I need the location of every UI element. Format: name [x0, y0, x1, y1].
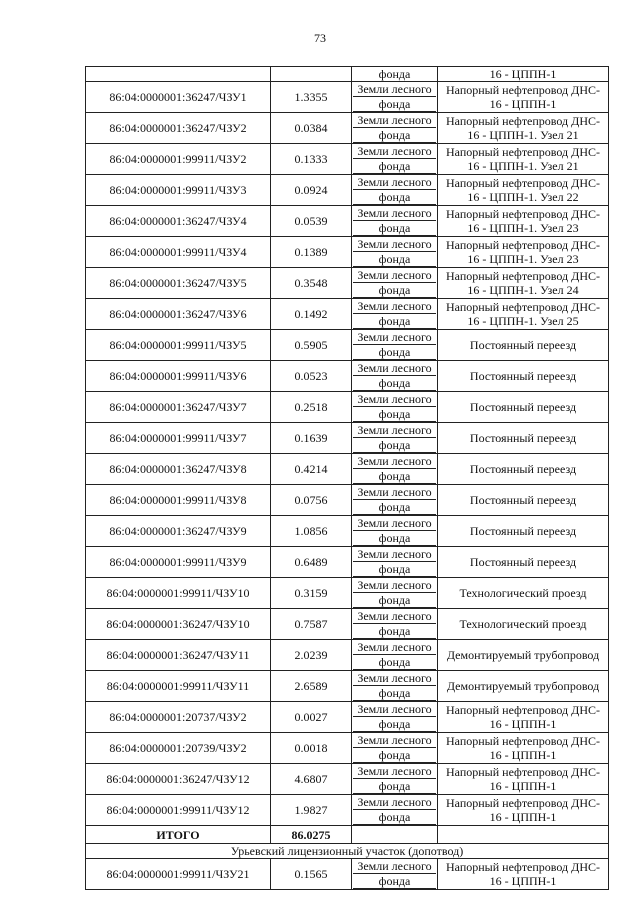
area-cell: 0.6489: [271, 547, 352, 578]
cadastral-cell: 86:04:0000001:99911/ЧЗУ6: [86, 361, 271, 392]
category-line: фонда: [353, 407, 436, 422]
cadastral-cell: 86:04:0000001:99911/ЧЗУ10: [86, 578, 271, 609]
category-cell: [352, 454, 438, 485]
purpose-line: Постоянный переезд: [469, 400, 577, 414]
table-row: [86, 454, 609, 485]
purpose-line: Постоянный переезд: [469, 524, 577, 538]
category-line: Земли лесного: [353, 516, 436, 531]
category-line: Земли лесного: [353, 113, 436, 128]
area-cell: 2.6589: [271, 671, 352, 702]
purpose-line: 16 - ЦППН-1: [489, 810, 557, 824]
purpose-cell: 16 - ЦППН-1: [438, 67, 609, 82]
category-line: Земли лесного: [353, 671, 436, 686]
section-title-row: [86, 844, 609, 859]
purpose-line: Напорный нефтепровод ДНС-: [445, 765, 601, 779]
category-cell: [352, 423, 438, 454]
purpose-line: Напорный нефтепровод ДНС-: [445, 238, 601, 252]
category-cell: [352, 392, 438, 423]
purpose-cell: [438, 206, 609, 237]
category-line: Земли лесного: [353, 330, 436, 345]
category-line: Земли лесного: [353, 175, 436, 190]
purpose-cell: [438, 237, 609, 268]
table-row: [86, 299, 609, 330]
cadastral-cell: 86:04:0000001:99911/ЧЗУ8: [86, 485, 271, 516]
table-row: [86, 795, 609, 826]
area-cell: 0.0539: [271, 206, 352, 237]
purpose-cell: [438, 175, 609, 206]
cadastral-cell: 86:04:0000001:36247/ЧЗУ6: [86, 299, 271, 330]
purpose-cell: [438, 82, 609, 113]
category-cell: [352, 764, 438, 795]
purpose-line: 16 - ЦППН-1. Узел 21: [467, 128, 579, 142]
purpose-line: Постоянный переезд: [469, 431, 577, 445]
table-body: [86, 67, 609, 890]
table-row: [86, 82, 609, 113]
cadastral-cell: 86:04:0000001:99911/ЧЗУ21: [86, 859, 271, 890]
category-line: фонда: [353, 531, 436, 546]
page-number: 73: [314, 31, 326, 45]
cadastral-cell: 86:04:0000001:20737/ЧЗУ2: [86, 702, 271, 733]
category-line: фонда: [353, 655, 436, 670]
category-line: фонда: [353, 283, 436, 298]
purpose-line: 16 - ЦППН-1: [489, 748, 557, 762]
area-cell: 0.3548: [271, 268, 352, 299]
category-line: Земли лесного: [353, 144, 436, 159]
table-row: [86, 144, 609, 175]
purpose-line: Напорный нефтепровод ДНС-: [445, 734, 601, 748]
area-cell: 0.3159: [271, 578, 352, 609]
purpose-cell: [438, 640, 609, 671]
cadastral-cell: 86:04:0000001:99911/ЧЗУ12: [86, 795, 271, 826]
area-cell: 0.7587: [271, 609, 352, 640]
purpose-cell: [438, 423, 609, 454]
purpose-line: Напорный нефтепровод ДНС-: [445, 207, 601, 221]
table-row: [86, 361, 609, 392]
area-cell: [271, 67, 352, 82]
land-plots-table: [85, 66, 609, 890]
table-row: [86, 859, 609, 890]
cadastral-cell: 86:04:0000001:99911/ЧЗУ2: [86, 144, 271, 175]
cadastral-cell: 86:04:0000001:36247/ЧЗУ5: [86, 268, 271, 299]
category-line: фонда: [353, 779, 436, 794]
purpose-line: 16 - ЦППН-1: [489, 97, 557, 111]
purpose-line: Напорный нефтепровод ДНС-: [445, 796, 601, 810]
category-line: Земли лесного: [353, 299, 436, 314]
category-line: фонда: [353, 874, 436, 889]
category-line: фонда: [353, 686, 436, 701]
category-cell: [352, 859, 438, 890]
category-line: фонда: [353, 128, 436, 143]
category-line: Земли лесного: [353, 702, 436, 717]
purpose-cell: [438, 859, 609, 890]
purpose-cell: [438, 609, 609, 640]
purpose-line: 16 - ЦППН-1. Узел 23: [467, 221, 579, 235]
table-row: [86, 237, 609, 268]
purpose-line: Демонтируемый трубопровод: [446, 648, 600, 662]
category-cell: [352, 268, 438, 299]
cadastral-cell: [86, 67, 271, 82]
purpose-cell: [438, 268, 609, 299]
area-cell: 0.1639: [271, 423, 352, 454]
category-line: Земли лесного: [353, 609, 436, 624]
category-line: Земли лесного: [353, 206, 436, 221]
total-empty-cell: [352, 826, 438, 844]
table-row: [86, 640, 609, 671]
category-line: фонда: [353, 314, 436, 329]
category-line: фонда: [353, 345, 436, 360]
table-row: [86, 206, 609, 237]
purpose-line: Постоянный переезд: [469, 493, 577, 507]
cadastral-cell: 86:04:0000001:99911/ЧЗУ5: [86, 330, 271, 361]
area-cell: 0.1333: [271, 144, 352, 175]
purpose-cell: [438, 733, 609, 764]
category-line: фонда: [353, 97, 436, 112]
category-line: Земли лесного: [353, 795, 436, 810]
category-cell: [352, 702, 438, 733]
cadastral-cell: 86:04:0000001:99911/ЧЗУ9: [86, 547, 271, 578]
purpose-cell: [438, 547, 609, 578]
purpose-cell: [438, 299, 609, 330]
area-cell: 0.0027: [271, 702, 352, 733]
category-line: Земли лесного: [353, 82, 436, 97]
category-cell: [352, 547, 438, 578]
cadastral-cell: 86:04:0000001:36247/ЧЗУ1: [86, 82, 271, 113]
table-row: [86, 733, 609, 764]
cadastral-cell: 86:04:0000001:36247/ЧЗУ10: [86, 609, 271, 640]
purpose-line: Напорный нефтепровод ДНС-: [445, 114, 601, 128]
table-row: [86, 485, 609, 516]
cadastral-cell: 86:04:0000001:36247/ЧЗУ11: [86, 640, 271, 671]
total-label: ИТОГО: [86, 826, 271, 844]
category-line: фонда: [353, 376, 436, 391]
category-line: фонда: [353, 500, 436, 515]
purpose-line: 16 - ЦППН-1: [489, 874, 557, 888]
category-line: Земли лесного: [353, 392, 436, 407]
table-row: [86, 671, 609, 702]
category-line: фонда: [353, 562, 436, 577]
purpose-line: 16 - ЦППН-1. Узел 22: [467, 190, 579, 204]
table-row: [86, 547, 609, 578]
category-cell: [352, 299, 438, 330]
cadastral-cell: 86:04:0000001:36247/ЧЗУ8: [86, 454, 271, 485]
table-row: [86, 516, 609, 547]
table-row: [86, 175, 609, 206]
total-empty-cell: [438, 826, 609, 844]
purpose-line: Напорный нефтепровод ДНС-: [445, 269, 601, 283]
category-cell: [352, 640, 438, 671]
category-line: Земли лесного: [353, 237, 436, 252]
purpose-line: Напорный нефтепровод ДНС-: [445, 860, 601, 874]
category-cell: [352, 82, 438, 113]
category-line: Земли лесного: [353, 640, 436, 655]
category-cell: [352, 609, 438, 640]
area-cell: 0.0018: [271, 733, 352, 764]
category-cell: [352, 578, 438, 609]
area-cell: 0.4214: [271, 454, 352, 485]
area-cell: 2.0239: [271, 640, 352, 671]
table-row: [86, 113, 609, 144]
purpose-cell: [438, 702, 609, 733]
area-cell: 0.2518: [271, 392, 352, 423]
category-line: фонда: [353, 221, 436, 236]
category-line: Земли лесного: [353, 423, 436, 438]
area-cell: 0.0523: [271, 361, 352, 392]
purpose-line: Напорный нефтепровод ДНС-: [445, 176, 601, 190]
purpose-line: Напорный нефтепровод ДНС-: [445, 83, 601, 97]
area-cell: 1.0856: [271, 516, 352, 547]
table-row: [86, 392, 609, 423]
category-line: Земли лесного: [353, 268, 436, 283]
area-cell: 1.9827: [271, 795, 352, 826]
cadastral-cell: 86:04:0000001:36247/ЧЗУ4: [86, 206, 271, 237]
purpose-cell: [438, 454, 609, 485]
area-cell: 0.1565: [271, 859, 352, 890]
table-row: [86, 764, 609, 795]
cadastral-cell: 86:04:0000001:36247/ЧЗУ2: [86, 113, 271, 144]
purpose-line: Напорный нефтепровод ДНС-: [445, 703, 601, 717]
purpose-line: Напорный нефтепровод ДНС-: [445, 145, 601, 159]
category-line: фонда: [353, 190, 436, 205]
table-row: [86, 609, 609, 640]
purpose-cell: [438, 144, 609, 175]
table-row: [86, 702, 609, 733]
purpose-line: 16 - ЦППН-1: [489, 717, 557, 731]
purpose-cell: [438, 392, 609, 423]
category-cell: фонда: [352, 67, 438, 82]
category-line: фонда: [353, 624, 436, 639]
purpose-line: 16 - ЦППН-1. Узел 24: [467, 283, 579, 297]
category-line: Земли лесного: [353, 733, 436, 748]
category-cell: [352, 361, 438, 392]
cadastral-cell: 86:04:0000001:36247/ЧЗУ7: [86, 392, 271, 423]
purpose-line: Технологический проезд: [459, 586, 587, 600]
category-line: фонда: [353, 810, 436, 825]
purpose-line: Постоянный переезд: [469, 555, 577, 569]
category-line: Земли лесного: [353, 859, 436, 874]
purpose-line: Постоянный переезд: [469, 369, 577, 383]
section-title: Урьевский лицензионный участок (допотвод): [86, 844, 609, 859]
area-cell: 1.3355: [271, 82, 352, 113]
category-cell: [352, 144, 438, 175]
table-row: [86, 330, 609, 361]
category-cell: [352, 516, 438, 547]
purpose-line: 16 - ЦППН-1. Узел 25: [467, 314, 579, 328]
category-line: Земли лесного: [353, 547, 436, 562]
purpose-cell: [438, 578, 609, 609]
purpose-line: Постоянный переезд: [469, 462, 577, 476]
purpose-line: 16 - ЦППН-1. Узел 23: [467, 252, 579, 266]
category-line: фонда: [353, 748, 436, 763]
purpose-cell: [438, 671, 609, 702]
continued-row: [86, 67, 609, 82]
area-cell: 0.0384: [271, 113, 352, 144]
cadastral-cell: 86:04:0000001:20739/ЧЗУ2: [86, 733, 271, 764]
total-value: 86.0275: [271, 826, 352, 844]
table-row: [86, 423, 609, 454]
purpose-line: Технологический проезд: [459, 617, 587, 631]
area-cell: 0.1492: [271, 299, 352, 330]
table-row: [86, 578, 609, 609]
cadastral-cell: 86:04:0000001:99911/ЧЗУ3: [86, 175, 271, 206]
category-line: фонда: [353, 159, 436, 174]
category-cell: [352, 330, 438, 361]
cadastral-cell: 86:04:0000001:36247/ЧЗУ12: [86, 764, 271, 795]
category-cell: [352, 795, 438, 826]
cadastral-cell: 86:04:0000001:36247/ЧЗУ9: [86, 516, 271, 547]
category-cell: [352, 485, 438, 516]
purpose-line: Демонтируемый трубопровод: [446, 679, 600, 693]
area-cell: 0.1389: [271, 237, 352, 268]
category-line: фонда: [353, 469, 436, 484]
category-line: фонда: [353, 717, 436, 732]
category-line: Земли лесного: [353, 578, 436, 593]
purpose-cell: [438, 361, 609, 392]
category-line: фонда: [353, 593, 436, 608]
category-cell: [352, 175, 438, 206]
category-cell: [352, 237, 438, 268]
category-cell: [352, 671, 438, 702]
purpose-line: 16 - ЦППН-1. Узел 21: [467, 159, 579, 173]
category-line: Земли лесного: [353, 485, 436, 500]
area-cell: 0.0924: [271, 175, 352, 206]
category-cell: [352, 113, 438, 144]
purpose-cell: [438, 113, 609, 144]
category-line: Земли лесного: [353, 764, 436, 779]
purpose-cell: [438, 485, 609, 516]
purpose-cell: [438, 795, 609, 826]
purpose-line: Напорный нефтепровод ДНС-: [445, 300, 601, 314]
cadastral-cell: 86:04:0000001:99911/ЧЗУ7: [86, 423, 271, 454]
purpose-cell: [438, 330, 609, 361]
cadastral-cell: 86:04:0000001:99911/ЧЗУ4: [86, 237, 271, 268]
area-cell: 4.6807: [271, 764, 352, 795]
table-row: [86, 268, 609, 299]
total-row: [86, 826, 609, 844]
category-cell: [352, 206, 438, 237]
purpose-line: Постоянный переезд: [469, 338, 577, 352]
area-cell: 0.5905: [271, 330, 352, 361]
category-cell: [352, 733, 438, 764]
category-line: Земли лесного: [353, 454, 436, 469]
category-line: фонда: [353, 252, 436, 267]
cadastral-cell: 86:04:0000001:99911/ЧЗУ11: [86, 671, 271, 702]
purpose-cell: [438, 516, 609, 547]
area-cell: 0.0756: [271, 485, 352, 516]
category-line: фонда: [353, 438, 436, 453]
purpose-cell: [438, 764, 609, 795]
purpose-line: 16 - ЦППН-1: [489, 779, 557, 793]
category-line: Земли лесного: [353, 361, 436, 376]
